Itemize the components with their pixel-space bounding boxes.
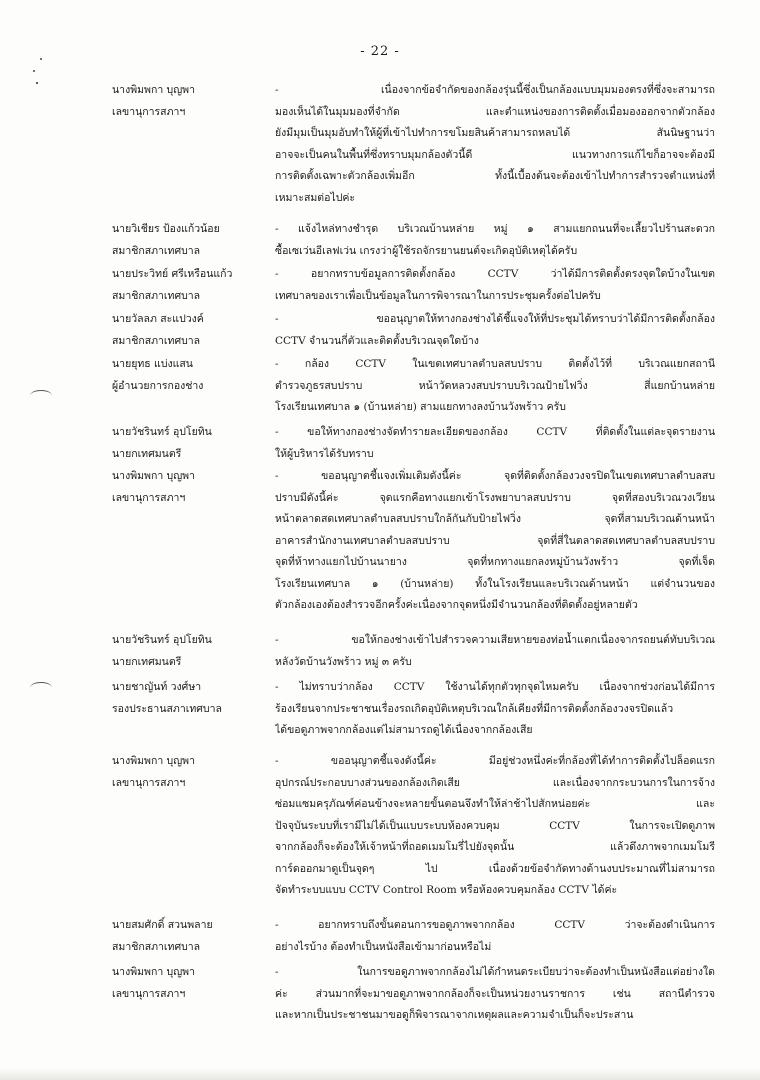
speech-text [275, 677, 715, 742]
speaker-block [112, 309, 272, 352]
speaker-block [112, 466, 272, 509]
speech-line: ยังมีมุมเป็นมุมอับทำให้ผู้ที่เข้าไปทำการขโมยสินค้าสามารถหลบได้ สันนิษฐานว่า [275, 127, 715, 139]
speech-line: เทศบาลของเราเพื่อเป็นข้อมูลในการพิจารณาในการประชุมครั้งต่อไปครับ [275, 289, 601, 302]
speaker-name: นายชาญันท์ วงศ์ษา [112, 681, 202, 693]
speech-line: - แจ้งไหล่ทางชำรุด บริเวณบ้านหล่าย หมู่ ๑ สามแยกถนนที่จะเลี้ยวไปร้านสะดวก [275, 223, 715, 235]
speech-text [275, 264, 715, 307]
speech-line: หน้าตลาดสดเทศบาลตำบลสบปราบใกล้กันกับป้ายไฟวิ่ง จุดที่สามบริเวณด้านหน้า [275, 513, 715, 525]
speech-line: - ขอให้ทางกองช่างจัดทำรายละเอียดของกล้อง CCTV ที่ติดตั้งในแต่ละจุดรายงาน [275, 426, 715, 438]
speaker-title: นายกเทศมนตรี [112, 447, 182, 460]
speaker-block [112, 354, 272, 397]
speaker-title: สมาชิกสภาเทศบาล [112, 289, 201, 302]
speech-text [275, 466, 715, 617]
speaker-name: นางพิมพกา บุญพา [112, 470, 195, 482]
speech-line: ปราบมีดังนี้ค่ะ จุดแรกคือทางแยกเข้าโรงพยาบาลสบปราบ จุดที่สองบริเวณวงเวียน [275, 491, 715, 504]
speech-line: ตำรวจภูธรสบปราบ หน้าวัดหลวงสบปราบบริเวณป้ายไฟวิ่ง สี่แยกบ้านหล่าย [275, 379, 715, 392]
speech-line: - กล้อง CCTV ในเขตเทศบาลตำบลสบปราบ ติดตั้งไว้ที่ บริเวณแยกสถานี [275, 358, 715, 370]
speech-line: อาคารสำนักงานเทศบาลตำบลสบปราบ จุดที่สี่ในตลาดสดเทศบาลตำบลสบปราบ [275, 534, 715, 547]
speech-line: - อยากทราบถึงขั้นตอนการขอดูภาพจากกล้อง CCTV ว่าจะต้องดำเนินการ [275, 919, 715, 931]
speech-line: อุปกรณ์ประกอบบางส่วนของกล้องเกิดเสีย และเนื่องจากกระบวนการในการจ้าง [275, 776, 715, 789]
speech-line: - ขอให้กองช่างเข้าไปสำรวจความเสียหายของท่อน้ำแตกเนื่องจากรถยนต์ทับบริเวณ [275, 634, 715, 646]
speech-line: เหมาะสมต่อไปค่ะ [275, 191, 356, 204]
speech-line: ค่ะ ส่วนมากที่จะมาขอดูภาพจากกล้องก็จะเป็นหน่วยงานราชการ เช่น สถานีตำรวจ [275, 987, 715, 1000]
speech-line: จากกล้องก็จะต้องให้เจ้าหน้าที่ถอดเมมโมรี่ไปยังจุดนั้น แล้วดึงภาพจากเมมโมรี [275, 841, 715, 853]
speech-line: โรงเรียนเทศบาล ๑ (บ้านหล่าย) ทั้งในโรงเรียนและบริเวณด้านหน้า แต่จำนวนของ [275, 577, 715, 590]
speech-text [275, 422, 715, 465]
speaker-name: นายวิเชียร ป้องแก้วน้อย [112, 223, 220, 235]
speech-line: - ขออนุญาตชี้แจงดังนี้ค่ะ มีอยู่ช่วงหนึ่งค่ะที่กล้องที่ได้ทำการติดตั้งไปล็อตแรก [275, 755, 715, 767]
speech-text [275, 354, 715, 419]
speech-line: การติดตั้งเฉพาะตัวกล้องเพิ่มอีก ทั้งนี้เบื้องต้นจะต้องเข้าไปทำการสำรวจตำแหน่งที่ [275, 170, 715, 182]
speaker-name: นายสมศักดิ์ สวนพลาย [112, 919, 213, 931]
speaker-name: นายวัลลภ สะแปวงค์ [112, 313, 204, 325]
speaker-block [112, 630, 272, 673]
speech-line: - ในการขอดูภาพจากกล้องไม่ได้กำหนดระเบียบว่าจะต้องทำเป็นหนังสือแต่อย่างใด [275, 966, 715, 978]
speech-line: - ขออนุญาตชี้แจงเพิ่มเติมดังนี้ค่ะ จุดที่ติดตั้งกล้องวงจรปิดในเขตเทศบาลตำบลสบ [275, 470, 715, 482]
speaker-title: สมาชิกสภาเทศบาล [112, 334, 201, 347]
speaker-name: นายวัชรินทร์ อุปโยทิน [112, 634, 212, 646]
speech-text [275, 751, 715, 902]
speech-line: ตัวกล้องเองต้องสำรวจอีกครั้งค่ะเนื่องจากจุดหนึ่งมีจำนวนกล้องที่ติดตั้งอยู่หลายตัว [275, 599, 638, 611]
speech-line: - ขออนุญาตให้ทางกองช่างได้ชี้แจงให้ที่ประชุมได้ทราบว่าได้มีการติดตั้งกล้อง [275, 313, 715, 325]
speaker-title: เลขานุการสภาฯ [112, 987, 186, 1000]
speech-line: อาจจะเป็นคนในพื้นที่ซึ่งทราบมุมกล้องตัวนี้ดี แนวทางการแก้ไขก็อาจจะต้องมี [275, 148, 715, 161]
speech-line: ได้ขอดูภาพจากกล้องแต่ไม่สามารถดูได้เนื่องจากกล้องเสีย [275, 724, 533, 736]
speech-line: ซ่อมแซมครุภัณฑ์ค่อนข้างจะหลายขั้นตอนจึงทำให้ล่าช้าไปสักหน่อยค่ะ และ [275, 798, 715, 810]
speech-line: ให้ผู้บริหารได้รับทราบ [275, 447, 374, 460]
speaker-name: นายวัชรินทร์ อุปโยทิน [112, 426, 212, 438]
page-number: - 22 - [360, 44, 400, 59]
speech-text [275, 915, 715, 958]
speech-line: - เนื่องจากข้อจำกัดของกล้องรุ่นนี้ซึ่งเป็นกล้องแบบมุมมองตรงที่ซึ่งจะสามารถ [275, 84, 715, 96]
scan-bottom-edge [0, 1068, 760, 1080]
speech-text [275, 80, 715, 209]
speech-line: - ไม่ทราบว่ากล้อง CCTV ใช้งานได้ทุกตัวทุกจุดไหมครับ เนื่องจากช่วงก่อนได้มีการ [275, 681, 715, 693]
speaker-title: สมาชิกสภาเทศบาล [112, 940, 201, 953]
speech-line: ปัจจุบันระบบที่เรามีไม่ได้เป็นแบบระบบห้องควบคุม CCTV ในการจะเปิดดูภาพ [275, 819, 715, 832]
speech-line: และหากเป็นประชาชนมาขอดูก็พิจารณาจากเหตุผลและความจำเป็นก็จะประสาน [275, 1009, 634, 1021]
speech-text [275, 962, 715, 1027]
speech-line: หลังวัดบ้านวังพร้าว หมู่ ๓ ครับ [275, 655, 412, 668]
speaker-block [112, 264, 272, 307]
speaker-block [112, 219, 272, 262]
speech-line: ร้องเรียนจากประชาชนเรื่องรถเกิดอุบัติเหตุบริเวณใกล้เคียงที่มีการติดตั้งกล้องวงจรปิดแล้ว [275, 702, 674, 715]
speech-line: การ์ดออกมาดูเป็นจุดๆ ไป เนื่องด้วยข้อจำกัดทางด้านงบประมาณที่ไม่สามารถ [275, 862, 715, 875]
speaker-block [112, 677, 272, 720]
speaker-title: ผู้อำนวยการกองช่าง [112, 379, 204, 392]
speaker-title: รองประธานสภาเทศบาล [112, 702, 222, 715]
speaker-block [112, 80, 272, 123]
speaker-name: นายประวิทย์ ศรีเหรือนแก้ว [112, 268, 233, 280]
speaker-block [112, 962, 272, 1005]
speech-line: จุดที่ห้าทางแยกไปบ้านนายาง จุดที่หกทางแยกลงหมู่บ้านวังพร้าว จุดที่เจ็ด [275, 556, 715, 568]
speaker-name: นางพิมพกา บุญพา [112, 755, 195, 767]
speaker-title: นายกเทศมนตรี [112, 655, 182, 668]
speaker-title: เลขานุการสภาฯ [112, 491, 186, 504]
speech-text [275, 309, 715, 352]
speaker-title: สมาชิกสภาเทศบาล [112, 244, 201, 257]
speech-line: CCTV จำนวนกี่ตัวและติดตั้งบริเวณจุดใดบ้าง [275, 334, 479, 347]
speech-line: โรงเรียนเทศบาล ๑ (บ้านหล่าย) สามแยกทางลงบ้านวังพร้าว ครับ [275, 401, 566, 413]
speaker-title: เลขานุการสภาฯ [112, 776, 186, 789]
speech-line: มองเห็นได้ในมุมมองที่จำกัด และตำแหน่งของการติดตั้งเมื่อมองออกจากตัวกล้อง [275, 105, 715, 118]
speech-text [275, 630, 715, 673]
speech-text [275, 219, 715, 262]
speech-line: - อยากทราบข้อมูลการติดตั้งกล้อง CCTV ว่าได้มีการติดตั้งตรงจุดใดบ้างในเขต [275, 268, 715, 280]
speaker-name: นายยุทธ แบ่งแสน [112, 358, 193, 370]
speech-line: จัดทำระบบแบบ CCTV Control Room หรือห้องควบคุมกล้อง CCTV ได้ค่ะ [275, 884, 618, 896]
speaker-name: นางพิมพกา บุญพา [112, 966, 195, 978]
speaker-block [112, 915, 272, 958]
speaker-block [112, 422, 272, 465]
speaker-name: นางพิมพกา บุญพา [112, 84, 195, 96]
speech-line: อย่างไรบ้าง ต้องทำเป็นหนังสือเข้ามาก่อนหรือไม่ [275, 940, 492, 953]
speaker-block [112, 751, 272, 794]
speaker-title: เลขานุการสภาฯ [112, 105, 186, 118]
speech-line: ซื้อเซเว่นอีเลฟเว่น เกรงว่าผู้ใช้รถจักรยานยนต์จะเกิดอุบัติเหตุได้ครับ [275, 244, 578, 257]
